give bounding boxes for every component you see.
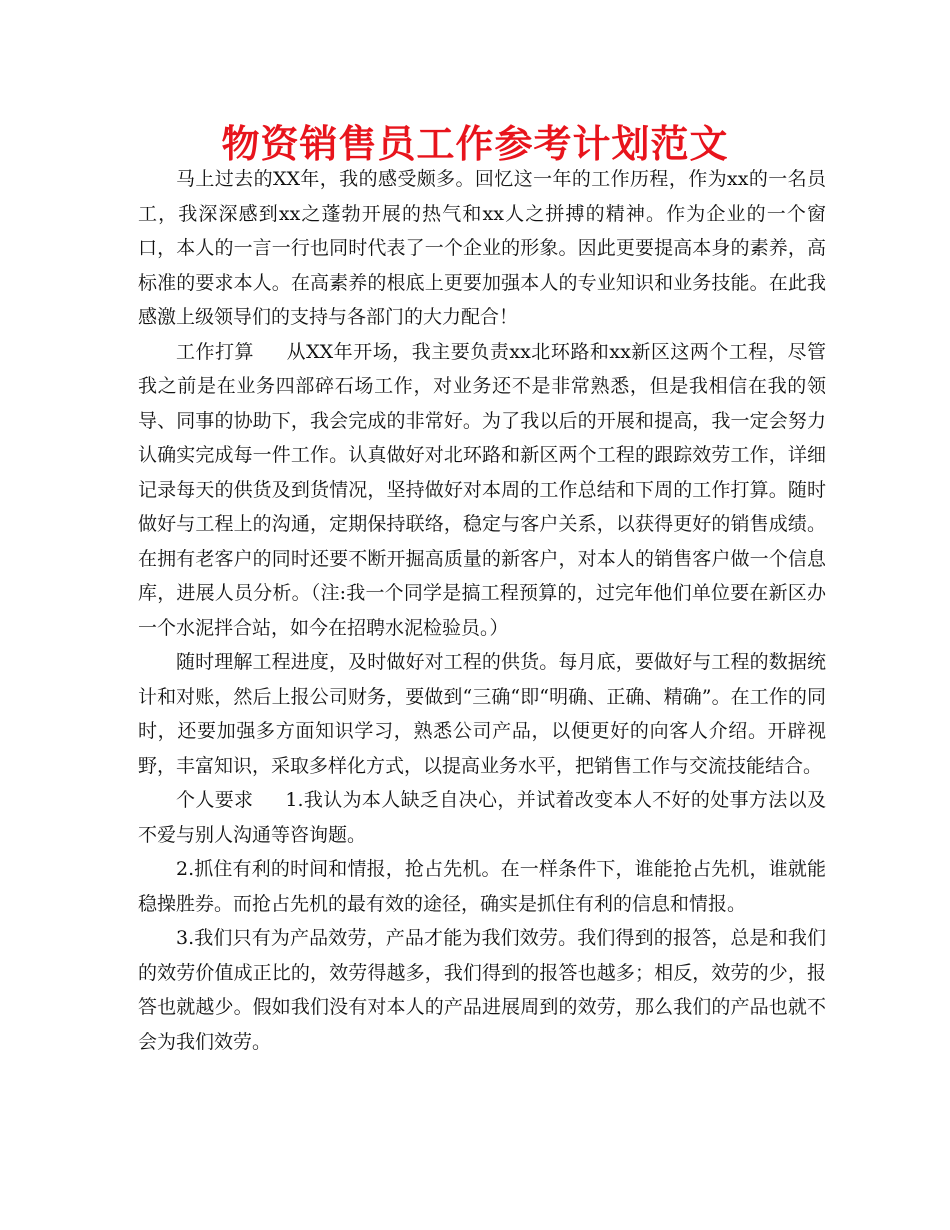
paragraph-personal-requirement-2 [138, 852, 826, 921]
section-label-work-plan: 工作打算 [176, 340, 255, 363]
paragraph-intro [138, 162, 826, 335]
paragraph-text: 3.我们只有为产品效劳，产品才能为我们效劳。我们得到的报答，总是和我们的效劳价值成正比的，效劳得越多，我们得到的报答也越多；相反，效劳的少，报答也就越少。假如我们没有对本人的产品进展周到的效劳，那么我们的产品也就不会为我们效劳。 [138, 927, 826, 1053]
paragraph-text: 随时理解工程进度，及时做好对工程的供货。每月底，要做好与工程的数据统计和对账，然后上报公司财务，要做到“三确“即“明确、正确、精确”。在工作的同时，还要加强多方面知识学习，熟悉公司产品，以便更好的向客人介绍。开辟视野，丰富知识，采取多样化方式，以提高业务水平，把销售工作与交流技能结合。 [138, 651, 826, 777]
section-label-personal-requirements: 个人要求 [176, 789, 254, 811]
paragraph-text: 2.抓住有利的时间和情报，抢占先机。在一样条件下，谁能抢占先机，谁就能稳操胜券。而抢占先机的最有效的途径，确实是抓住有利的信息和情报。 [138, 858, 826, 915]
document-title: 物资销售员工作参考计划范文 [221, 122, 729, 166]
paragraph-text: 从XX年开场，我主要负责xx北环路和xx新区这两个工程，尽管我之前是在业务四部碎石场工作，对业务还不是非常熟悉，但是我相信在我的领导、同事的协助下，我会完成的非常好。为了我以后的开展和提高，我一定会努力认确实完成每一件工作。认真做好对北环路和新区两个工程的跟踪效劳工作，详细记录每天的供货及到货情况，坚持做好对本周的工作总结和下周的工作打算。随时做好与工程上的沟通，定期保持联络，稳定与客户关系，以获得更好的销售成绩。在拥有老客户的同时还要不断开掘高质量的新客户，对本人的销售客户做一个信息库，进展人员分析。（注:我一个同学是搞工程预算的，过完年他们单位要在新区办一个水泥拌合站，如今在招聘水泥检验员。） [138, 340, 826, 639]
paragraph-text: 马上过去的XX年，我的感受颇多。回忆这一年的工作历程，作为xx的一名员工，我深深感到xx之蓬勃开展的热气和xx人之拼搏的精神。作为企业的一个窗口，本人的一言一行也同时代表了一个企业的形象。因此更要提高本身的素养，高标准的要求本人。在高素养的根底上更要加强本人的专业知识和业务技能。在此我感激上级领导们的支持与各部门的大力配合！ [138, 168, 826, 328]
document-body [138, 162, 826, 1059]
paragraph-personal-requirement-1 [138, 783, 826, 852]
paragraph-progress [138, 645, 826, 783]
paragraph-personal-requirement-3 [138, 921, 826, 1059]
paragraph-work-plan [138, 335, 826, 646]
paragraph-text: 1.我认为本人缺乏自决心，并试着改变本人不好的处事方法以及不爱与别人沟通等咨询题。 [138, 789, 826, 846]
